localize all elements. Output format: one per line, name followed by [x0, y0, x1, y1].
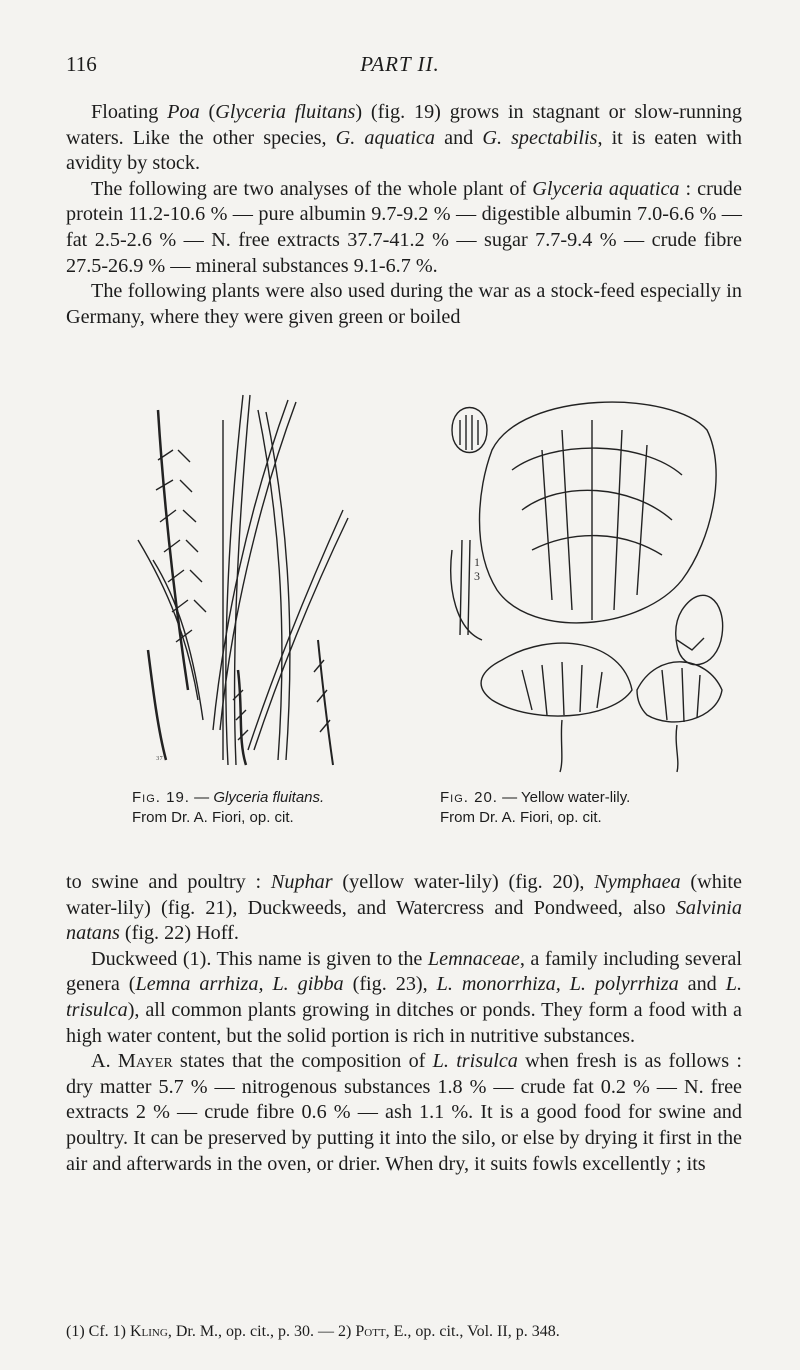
paragraph-floating-poa: Floating Poa (Glyceria fluitans) (fig. 19) grows in stagnant or slow-running waters. Like the other species, G. aquatica and G. spectabilis, it is eaten with avidity by stock.	[66, 101, 742, 175]
footnote: (1) Cf. 1) Kling, Dr. M., op. cit., p. 30. — 2) Pott, E., op. cit., Vol. II, p. 348.	[66, 1323, 560, 1340]
svg-text:1: 1	[474, 555, 480, 569]
fig20-caption: Fig. 20. — Yellow water-lily. From Dr. A. Fiori, op. cit.	[440, 789, 631, 826]
text-block-bottom	[66, 870, 742, 1177]
paragraph-analyses: The following are two analyses of the whole plant of Glyceria aquatica : crude protein 11.2-10.6 % — pure albumin 9.7-9.2 % — digestible albumin 7.0-6.6 % — fat 2.5-2.6 % — N. free extracts 37.7-41.2 % — sugar 7.7-9.4 % — crude fibre 27.5-26.9 % — mineral substances 9.1-6.7 %.	[66, 177, 742, 277]
svg-text:3: 3	[474, 569, 480, 583]
paragraph-duckweed: Duckweed (1). This name is given to the Lemnaceae, a family including several genera (Lemna arrhiza, L. gibba (fig. 23), L. monorrhiza, L. polyrrhiza and L. trisulca), all common plants growing in ditches or ponds. They form a food with a high water content, but the solid portion is rich in nutritive substances.	[66, 947, 743, 1047]
fig20-illustration	[442, 390, 727, 775]
fig19-caption: Fig. 19. — Glyceria fluitans. From Dr. A. Fiori, op. cit.	[132, 789, 325, 826]
text-block-top	[66, 100, 742, 330]
running-head: PART II.	[360, 52, 440, 76]
fig20-label: Fig. 20.	[440, 789, 498, 806]
svg-text:₃₇: ₃₇	[156, 750, 163, 761]
paragraph-swine-poultry: to swine and poultry : Nuphar (yellow water-lily) (fig. 20), Nymphaea (white water-lily) (fig. 21), Duckweeds, and Watercress and Pondweed, also Salvinia natans (fig. 22) Hoff.	[66, 871, 743, 945]
page-number: 116	[66, 52, 97, 76]
fig19-illustration	[128, 390, 353, 770]
fig19-source: From Dr. A. Fiori, op. cit.	[132, 809, 294, 826]
paragraph-mayer: A. Mayer states that the composition of L. trisulca when fresh is as follows : dry matter 5.7 % — nitrogenous substances 1.8 % — crude fat 0.2 % — N. free extracts 2 % — crude fibre 0.6 % — ash 1.1 %. It is a good food for swine and poultry. It can be preserved by putting it into the silo, or else by drying it first in the air and afterwards in the oven, or drier. When dry, it suits fowls excellently ; its	[66, 1050, 742, 1175]
paragraph-war-plants: The following plants were also used during the war as a stock-feed especially in Germany, where they were given green or boiled	[66, 280, 742, 328]
page-header	[0, 52, 800, 92]
fig19-title: Glyceria fluitans.	[213, 789, 325, 806]
figures-area	[0, 390, 800, 840]
fig19-label: Fig. 19.	[132, 789, 190, 806]
fig20-source: From Dr. A. Fiori, op. cit.	[440, 809, 602, 826]
fig20-title: Yellow water-lily.	[521, 789, 631, 806]
